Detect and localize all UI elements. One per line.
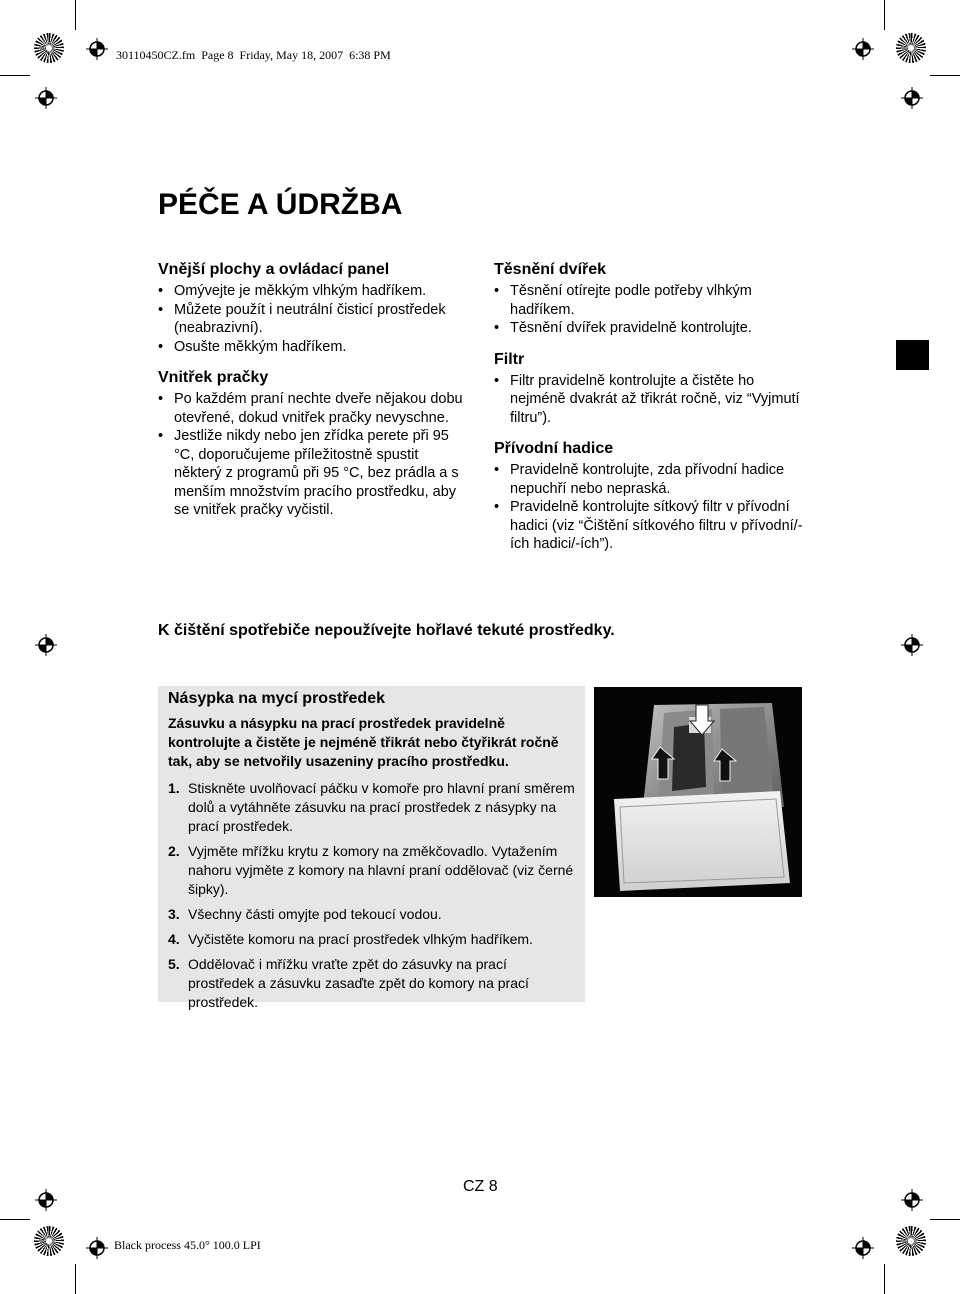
step-text: Stiskněte uvolňovací páčku v komoře pro hlavní praní směrem dolů a vytáhněte zásuvku na prací prostředek z násypky na prací prostředek. <box>188 780 575 834</box>
registration-crosshair-icon <box>35 1189 57 1211</box>
bullet-list <box>494 461 812 554</box>
printer-rosette-mark <box>34 1226 64 1256</box>
step-number: 5. <box>168 956 180 972</box>
step-item <box>168 930 575 949</box>
printer-rosette-mark <box>896 1226 926 1256</box>
crop-line <box>0 75 30 76</box>
registration-crosshair-icon <box>901 634 923 656</box>
step-text: Oddělovač i mřížku vraťte zpět do zásuvky na prací prostředek a zásuvku zasaďte zpět do komory na prací prostředek. <box>188 956 529 1010</box>
page-number: CZ 8 <box>463 1178 498 1195</box>
registration-crosshair-icon <box>901 1189 923 1211</box>
list-item: • Pravidelně kontrolujte, zda přívodní hadice nepuchří nebo nepraská. <box>494 461 812 498</box>
list-item: • Můžete použít i neutrální čisticí prostředek (neabrazivní). <box>158 301 468 338</box>
list-item: • Po každém praní nechte dveře nějakou dobu otevřené, dokud vnitřek pračky nevyschne. <box>158 390 468 427</box>
step-item <box>168 905 575 924</box>
registration-crosshair-icon <box>35 87 57 109</box>
crop-line <box>884 0 885 30</box>
registration-crosshair-icon <box>86 38 108 60</box>
crop-line <box>930 1219 960 1220</box>
section-heading: Násypka na mycí prostředek <box>168 690 385 707</box>
drawer-illustration-icon <box>594 687 802 897</box>
bullet-list <box>158 282 468 356</box>
step-text: Vyjměte mřížku krytu z komory na změkčovadlo. Vytažením nahoru vyjměte z komory na hlavní praní oddělovač (viz černé šipky). <box>188 843 574 897</box>
detergent-drawer-photo <box>594 687 802 897</box>
print-slug-bottom: Black process 45.0° 100.0 LPI <box>114 1238 261 1252</box>
step-text: Všechny části omyjte pod tekoucí vodou. <box>188 906 442 922</box>
list-item: • Osušte měkkým hadříkem. <box>158 338 468 357</box>
step-number: 3. <box>168 906 180 922</box>
instructions-lead: Zásuvku a násypku na prací prostředek pravidelně kontrolujte a čistěte je nejméně třikrát nebo čtyřikrát ročně tak, aby se netvořily usazeniny pracího prostředku. <box>168 715 559 769</box>
section-heading: Vnitřek pračky <box>158 369 269 386</box>
section-heading: Filtr <box>494 350 525 368</box>
registration-crosshair-icon <box>901 87 923 109</box>
page-title: PÉČE A ÚDRŽBA <box>158 188 403 221</box>
safety-warning: K čištění spotřebiče nepoužívejte hořlavé tekuté prostředky. <box>158 622 615 639</box>
list-item: • Těsnění otírejte podle potřeby vlhkým hadříkem. <box>494 282 812 319</box>
step-number: 2. <box>168 843 180 859</box>
printer-rosette-mark <box>34 33 64 63</box>
registration-crosshair-icon <box>35 634 57 656</box>
bullet-list <box>494 372 812 428</box>
list-item: • Pravidelně kontrolujte sítkový filtr v přívodní hadici (viz “Čištění sítkového filtru v přívodní/-ích hadici/-ích”). <box>494 498 812 554</box>
list-item: • Jestliže nikdy nebo jen zřídka perete při 95 °C, doporučujeme příležitostně spustit některý z programů při 95 °C, bez prádla a s menším množstvím pracího prostředku, aby se vnitřek pračky vyčistil. <box>158 427 468 520</box>
list-item: • Omývejte je měkkým vlhkým hadříkem. <box>158 282 468 301</box>
crop-line <box>0 1219 30 1220</box>
crop-line <box>930 75 960 76</box>
steps-list <box>168 779 575 1012</box>
section-tab-marker <box>896 340 929 370</box>
left-column <box>158 260 468 532</box>
registration-crosshair-icon <box>86 1237 108 1259</box>
list-item: • Těsnění dvířek pravidelně kontrolujte. <box>494 319 812 338</box>
bullet-list <box>494 282 812 338</box>
registration-crosshair-icon <box>852 1237 874 1259</box>
list-item: • Filtr pravidelně kontrolujte a čistěte ho nejméně dvakrát až třikrát ročně, viz “Vyjmutí filtru”). <box>494 372 812 428</box>
crop-line <box>884 1264 885 1294</box>
step-item <box>168 779 575 836</box>
step-text: Vyčistěte komoru na prací prostředek vlhkým hadříkem. <box>188 931 533 947</box>
step-item <box>168 842 575 899</box>
dispenser-instructions-box <box>158 686 585 1010</box>
step-number: 4. <box>168 931 180 947</box>
registration-crosshair-icon <box>852 38 874 60</box>
bullet-list <box>158 390 468 520</box>
step-number: 1. <box>168 780 180 796</box>
step-item <box>168 955 575 1012</box>
print-slug-top: 30110450CZ.fm Page 8 Friday, May 18, 2007 6:38 PM <box>116 48 391 62</box>
section-heading: Vnější plochy a ovládací panel <box>158 261 390 278</box>
printer-rosette-mark <box>896 33 926 63</box>
right-column <box>494 260 812 566</box>
section-heading: Přívodní hadice <box>494 440 614 457</box>
crop-line <box>75 1264 76 1294</box>
crop-line <box>75 0 76 30</box>
section-heading: Těsnění dvířek <box>494 261 607 278</box>
